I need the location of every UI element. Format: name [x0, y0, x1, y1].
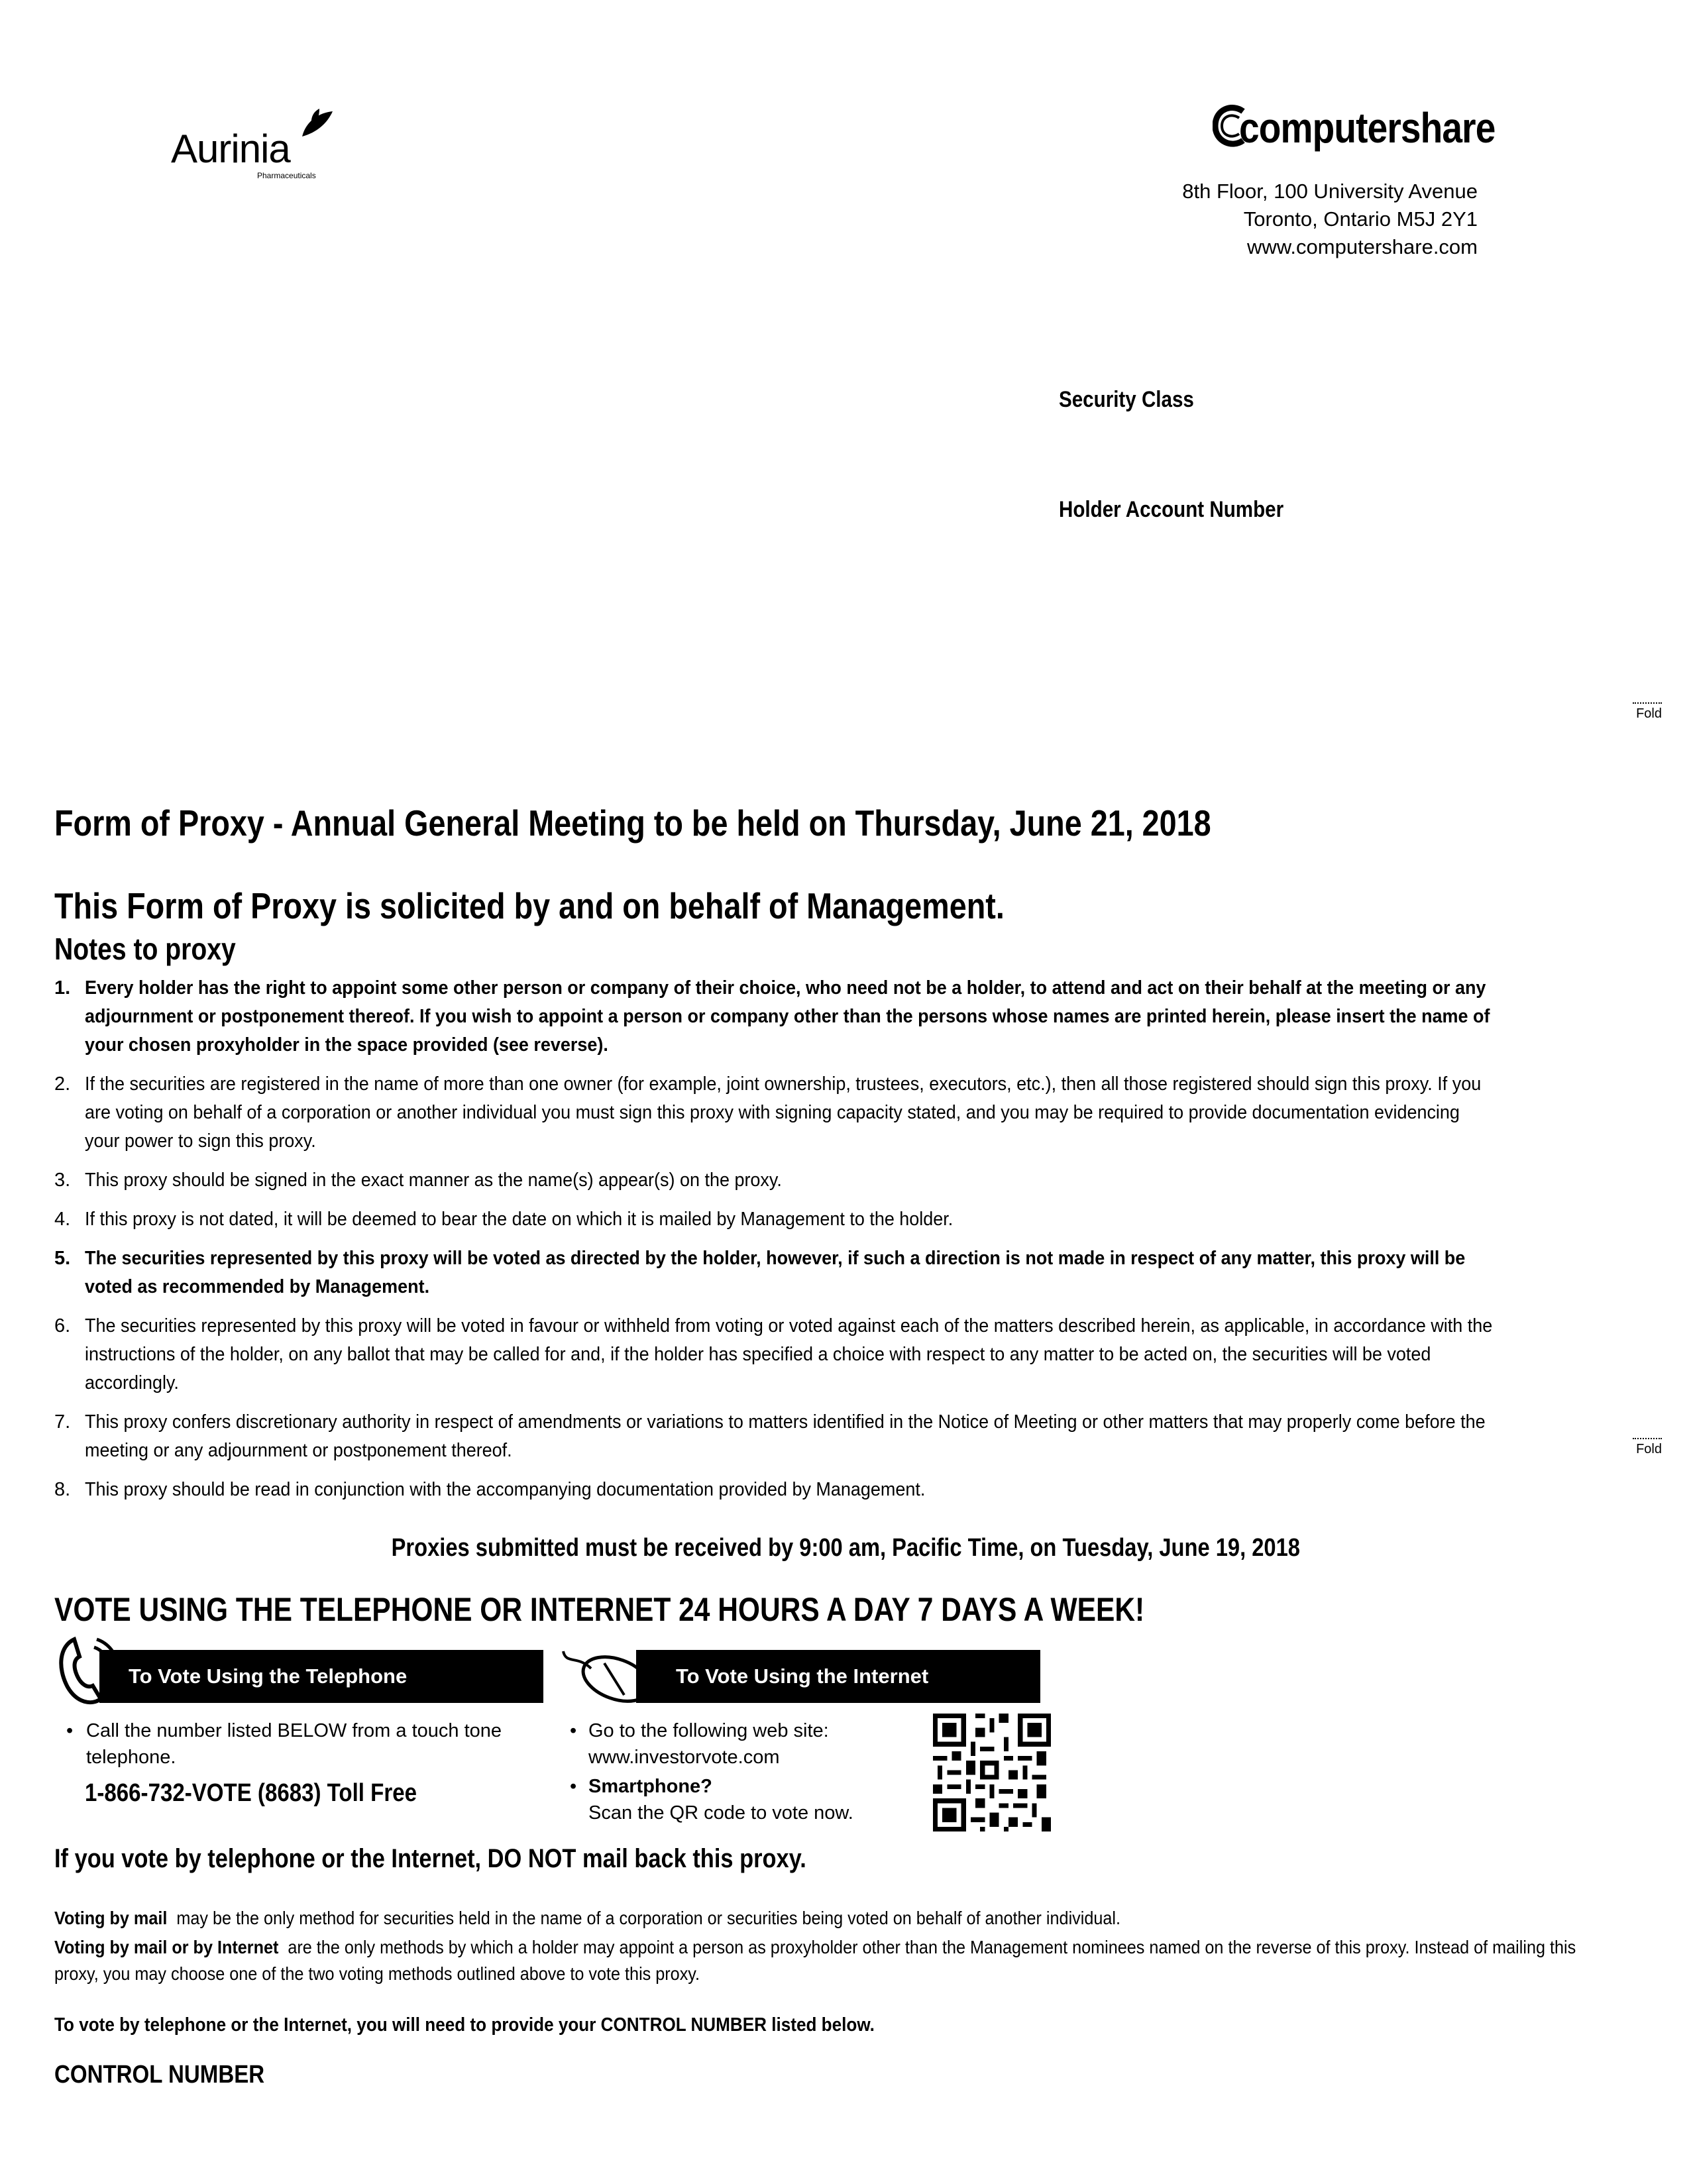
note-item: 5. The securities represented by this proxy will be voted as directed by the holder, however, if such a direction is not made in respect of any matter, this proxy will be voted as recommended by Management. [54, 1248, 1466, 1297]
leaf-icon [297, 107, 337, 140]
note-item: 7. This proxy confers discretionary authority in respect of amendments or variations to matters identified in the Notice of Meeting or other matters that may properly come before the meeting or any adjournment or postponement thereof. [54, 1411, 1486, 1461]
control-number-label: CONTROL NUMBER [54, 2061, 265, 2089]
aurinia-name: Aurinia [171, 127, 290, 171]
note-item: 4. If this proxy is not dated, it will be deemed to bear the date on which it is mailed by Management to the holder. [54, 1209, 954, 1230]
control-instruction: To vote by telephone or the Internet, you will need to provide your CONTROL NUMBER listed below. [54, 2014, 875, 2036]
investorvote-link[interactable]: www.investorvote.com [588, 1747, 780, 1768]
notes-list [54, 974, 1605, 1515]
internet-bar: To Vote Using the Internet [636, 1650, 1040, 1703]
note-item: 8. This proxy should be read in conjunction with the accompanying documentation provided by Management. [54, 1479, 926, 1500]
computershare-name: computershare [1239, 104, 1496, 152]
address-line: www.computershare.com [1246, 235, 1478, 258]
computershare-logo [1213, 99, 1496, 159]
aurinia-tagline: Pharmaceuticals [257, 171, 316, 180]
notes-heading: Notes to proxy [54, 932, 236, 966]
telephone-bar: To Vote Using the Telephone [99, 1650, 543, 1703]
qr-code-icon[interactable] [933, 1714, 1051, 1831]
address-line: Toronto, Ontario M5J 2Y1 [1243, 207, 1478, 231]
internet-instructions: • Go to the following web site: www.investorvote.com • Smartphone? Scan the QR code to vote now. [570, 1718, 888, 1826]
holder-account-label: Holder Account Number [1059, 497, 1284, 522]
note-item: 3. This proxy should be signed in the exact manner as the name(s) appear(s) on the proxy. [54, 1170, 782, 1191]
security-class-label: Security Class [1059, 387, 1194, 412]
mail-voting-info: Voting by mail may be the only method for securities held in the name of a corporation or securities being voted on behalf of another individual. Voting by mail or by Internet are the only methods by which a holder may appoint a person as proxyholder other than the Management nominees named on the reverse of this proxy. Instead of mailing this proxy, you may choose one of the two voting methods outlined above to vote this proxy. [54, 1908, 1576, 1984]
telephone-instruction: • Call the number listed BELOW from a touch tone telephone. [66, 1718, 517, 1771]
fold-mark: Fold [1633, 702, 1662, 722]
mail-label: Voting by mail [54, 1908, 168, 1928]
bullet-icon: • [66, 1720, 74, 1741]
bullet-icon: • [570, 1776, 577, 1797]
fold-mark: Fold [1633, 1438, 1662, 1457]
computershare-address [1182, 178, 1478, 261]
vote-heading: VOTE USING THE TELEPHONE OR INTERNET 24 HOURS A DAY 7 DAYS A WEEK! [54, 1591, 1145, 1628]
form-title: Form of Proxy - Annual General Meeting to be held on Thursday, June 21, 2018 [54, 802, 1211, 844]
note-item: 6. The securities represented by this proxy will be voted in favour or withheld from voting or voted against each of the matters described herein, as applicable, in accordance with the instructions of the holder, on any ballot that may be called for and, if the holder has specified a choice with respect to any matter to be acted on, the securities will be voted accordingly. [54, 1315, 1493, 1393]
note-item: 2. If the securities are registered in the name of more than one owner (for example, joint ownership, trustees, executors, etc.), then all those registered should sign this proxy. If you are voting on behalf of a corporation or another individual you must sign this proxy with signing capacity stated, and you may be required to provide documentation evidencing your power to sign this proxy. [54, 1073, 1482, 1152]
bullet-icon: • [570, 1720, 577, 1741]
note-item: 1. Every holder has the right to appoint some other person or company of their choice, who need not be a holder, to attend and act on their behalf at the meeting or any adjournment or postponement thereof. If you wish to appoint a person or company other than the persons whose names are printed herein, please insert the name of your chosen proxyholder in the space provided (see reverse). [54, 977, 1490, 1056]
mail-internet-label: Voting by mail or by Internet [54, 1937, 279, 1957]
telephone-number[interactable]: 1-866-732-VOTE (8683) Toll Free [85, 1779, 417, 1807]
address-line: 8th Floor, 100 University Avenue [1182, 180, 1478, 203]
do-not-mail-text: If you vote by telephone or the Internet, DO NOT mail back this proxy. [54, 1844, 806, 1873]
aurinia-logo [171, 99, 343, 179]
form-subtitle: This Form of Proxy is solicited by and on behalf of Management. [54, 885, 1005, 926]
deadline-text: Proxies submitted must be received by 9:00 am, Pacific Time, on Tuesday, June 19, 2018 [391, 1534, 1300, 1562]
